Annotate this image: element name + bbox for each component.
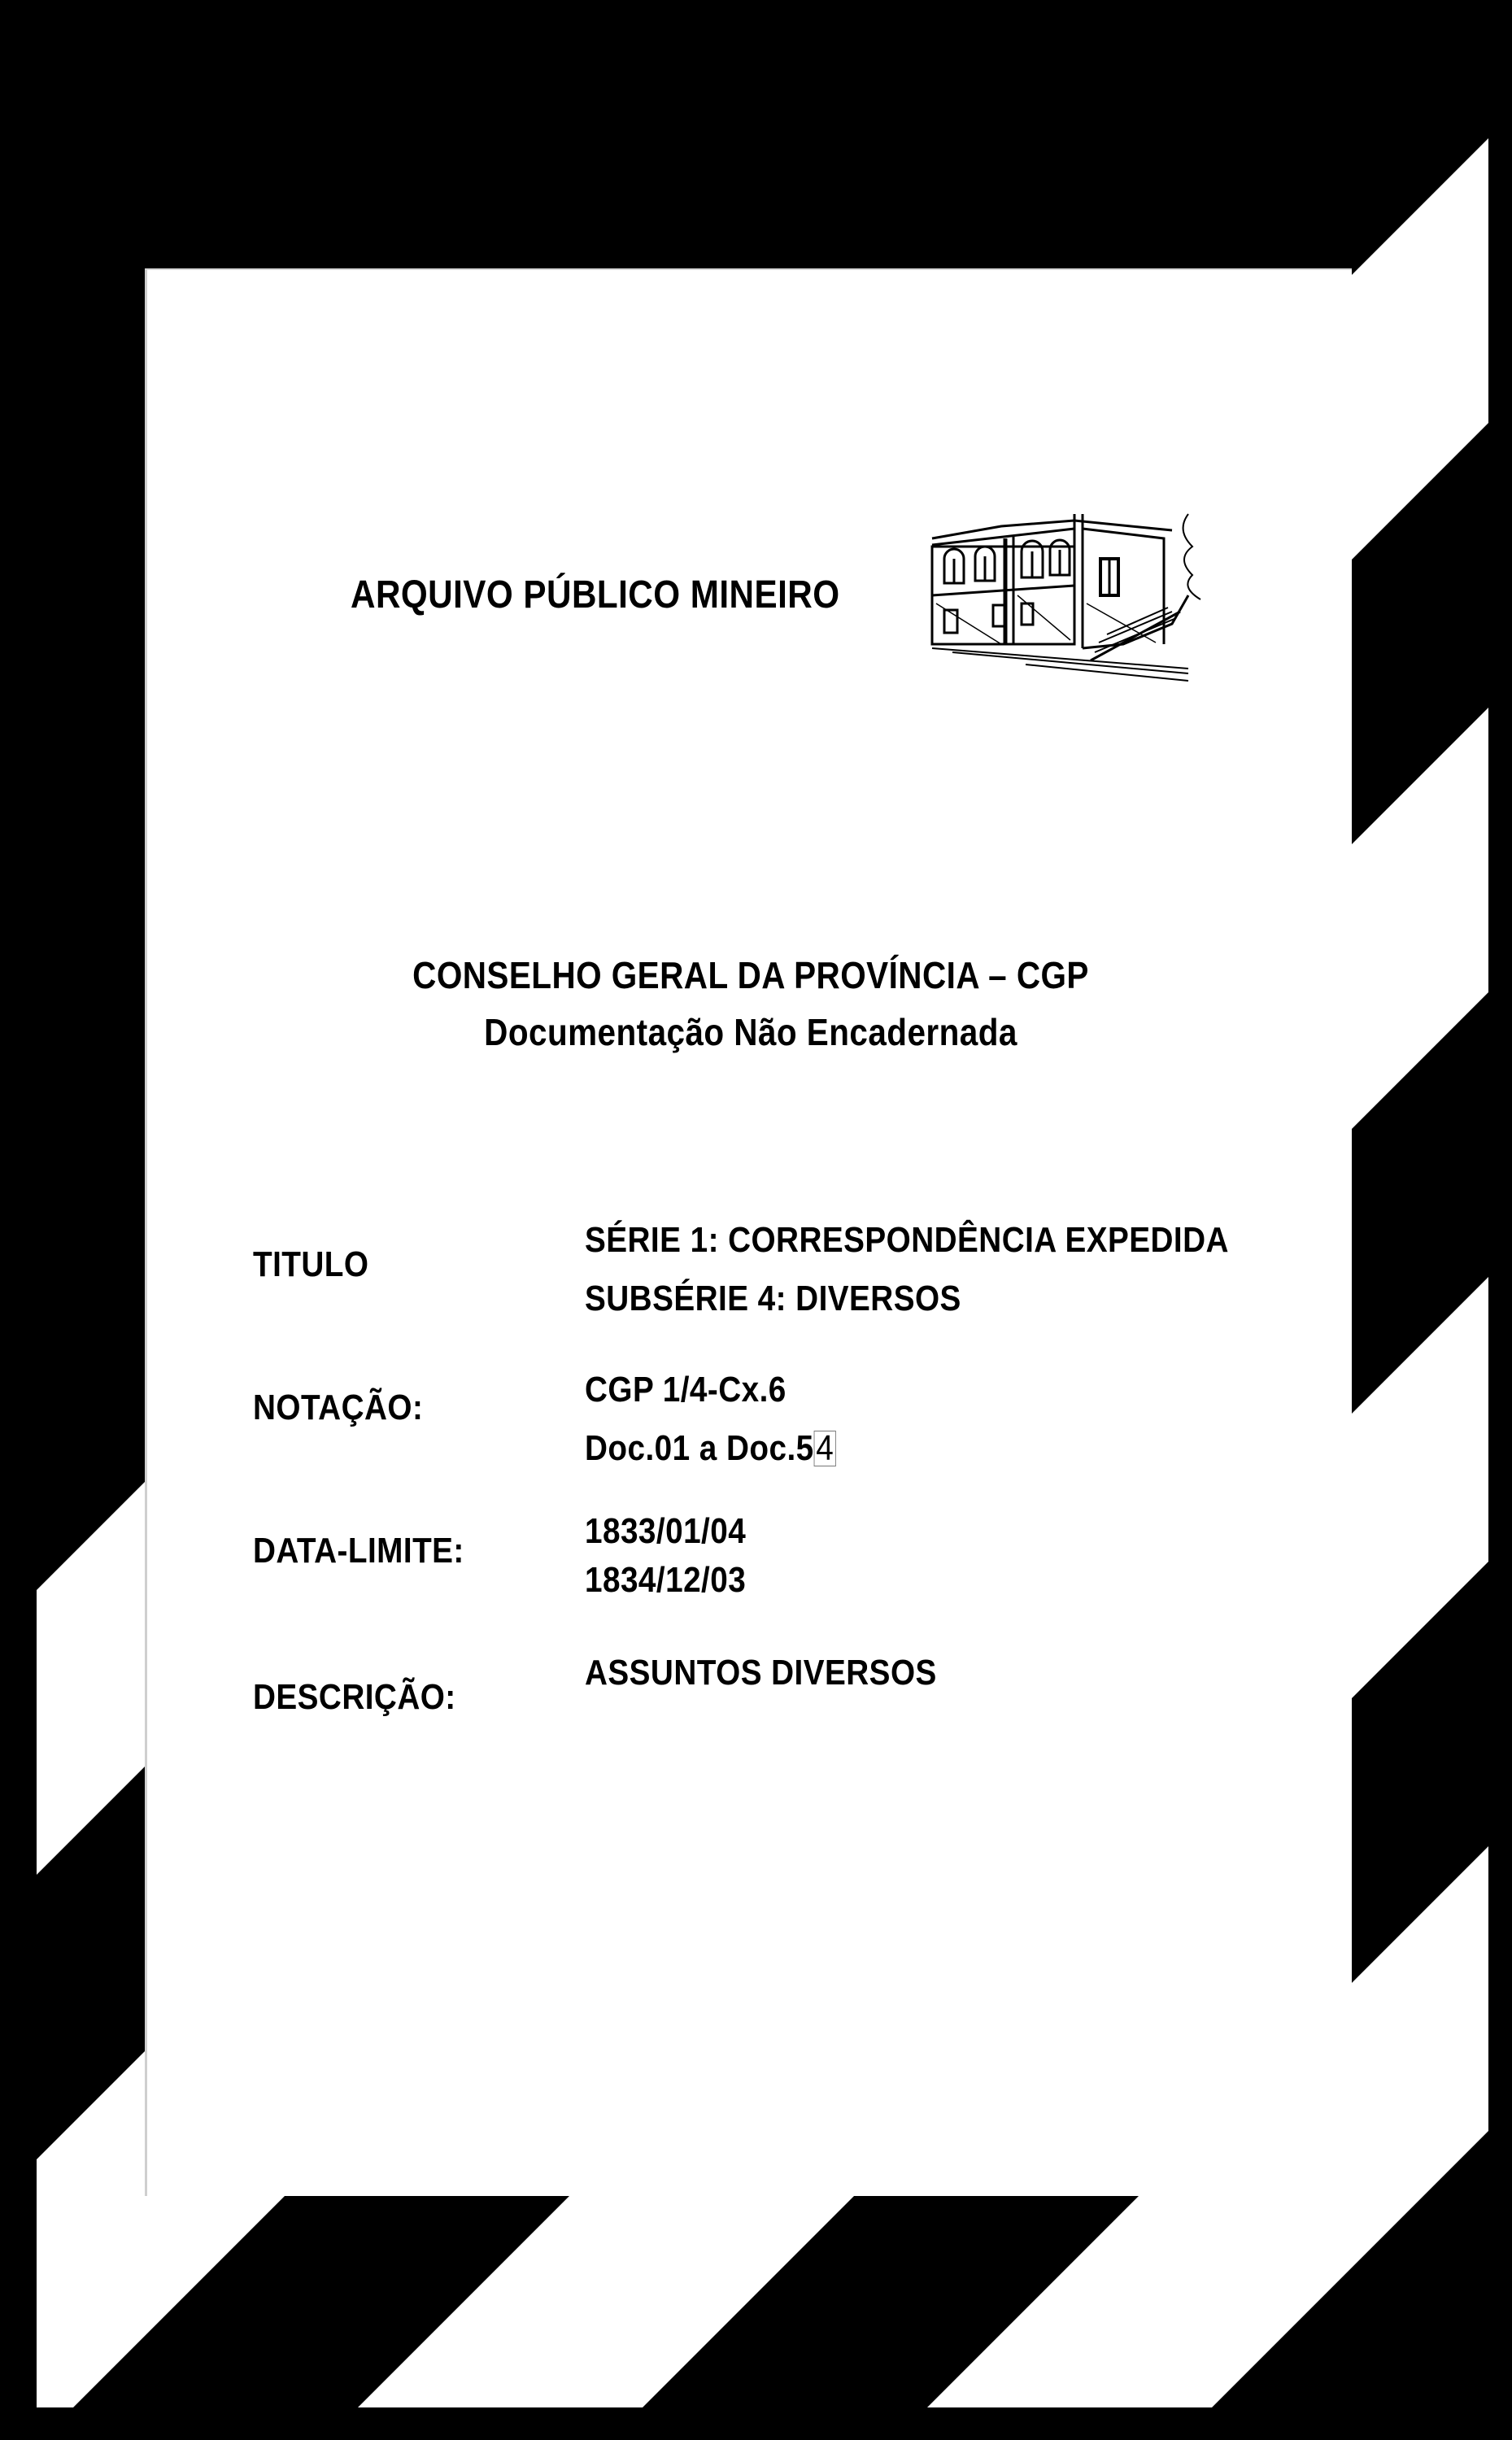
doc-range-prefix: Doc.01 a Doc.5 <box>585 1428 814 1468</box>
descricao-value: ASSUNTOS DIVERSOS <box>585 1653 937 1693</box>
fund-heading: CONSELHO GERAL DA PROVÍNCIA – CGP <box>412 954 1089 996</box>
descricao-label: DESCRIÇÃO: <box>253 1677 456 1717</box>
data-limite-start: 1833/01/04 <box>585 1511 747 1551</box>
notacao-doc-range <box>585 1428 836 1469</box>
doc-range-boxed-digit: 4 <box>814 1431 836 1466</box>
document-cover-sheet <box>145 268 1352 2196</box>
titulo-label: TITULO <box>253 1244 369 1284</box>
archive-building-icon <box>920 481 1229 701</box>
institution-name: ARQUIVO PÚBLICO MINEIRO <box>351 573 840 617</box>
document-type-heading: Documentação Não Encadernada <box>484 1011 1017 1053</box>
data-limite-label: DATA-LIMITE: <box>253 1531 464 1571</box>
notacao-box-value: CGP 1/4-Cx.6 <box>585 1370 787 1410</box>
notacao-label: NOTAÇÃO: <box>253 1388 424 1427</box>
data-limite-end: 1834/12/03 <box>585 1560 747 1600</box>
serie-value: SÉRIE 1: CORRESPONDÊNCIA EXPEDIDA <box>585 1220 1229 1260</box>
subserie-value: SUBSÉRIE 4: DIVERSOS <box>585 1279 961 1318</box>
